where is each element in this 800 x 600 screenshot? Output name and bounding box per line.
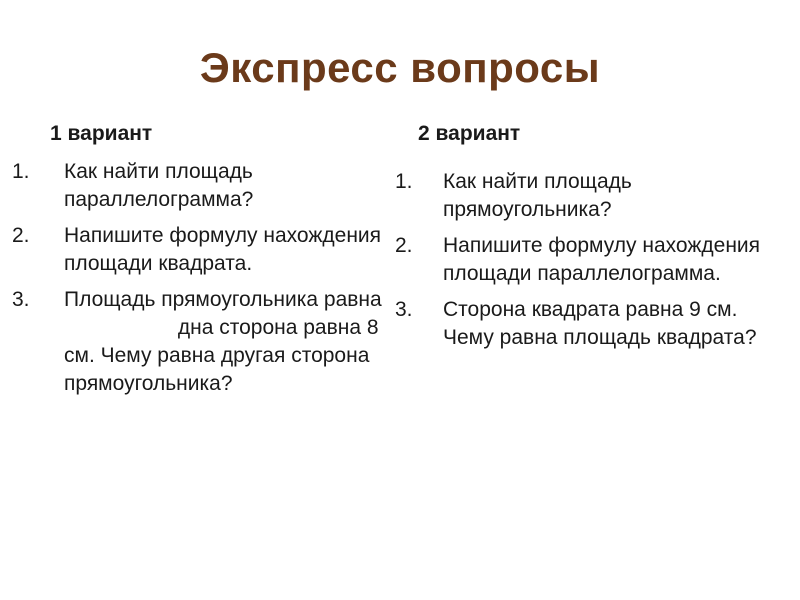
variant-1-header: 1 вариант [50,122,153,145]
question-item [12,158,382,214]
question-text: Как найти площадь прямоугольника? [443,170,632,221]
variant-2-header: 2 вариант [418,122,521,145]
question-number: 3. [12,288,30,311]
question-text: Напишите формулу нахождения площади параллелограмма. [443,234,761,285]
question-item [12,286,382,398]
question-text: Напишите формулу нахождения площади квадрата. [64,224,382,275]
question-number: 1. [12,160,30,183]
slide-title: Экспресс вопросы [199,44,601,91]
question-number: 2. [12,224,30,247]
question-item [395,296,775,352]
question-number: 3. [395,298,413,321]
question-text-part1: Площадь прямоугольника равна [64,288,382,311]
question-text: Как найти площадь параллелограмма? [64,160,254,211]
question-item [395,168,775,224]
question-text-part2: дна сторона равна 8 см. Чему равна другая сторона прямоугольника? [64,316,379,395]
question-item [395,232,775,288]
question-number: 2. [395,234,413,257]
question-item [12,222,382,278]
question-number: 1. [395,170,413,193]
question-text: Сторона квадрата равна 9 см. Чему равна площадь квадрата? [443,298,757,349]
variant-2-questions [395,168,775,360]
variant-1-questions [12,158,382,406]
